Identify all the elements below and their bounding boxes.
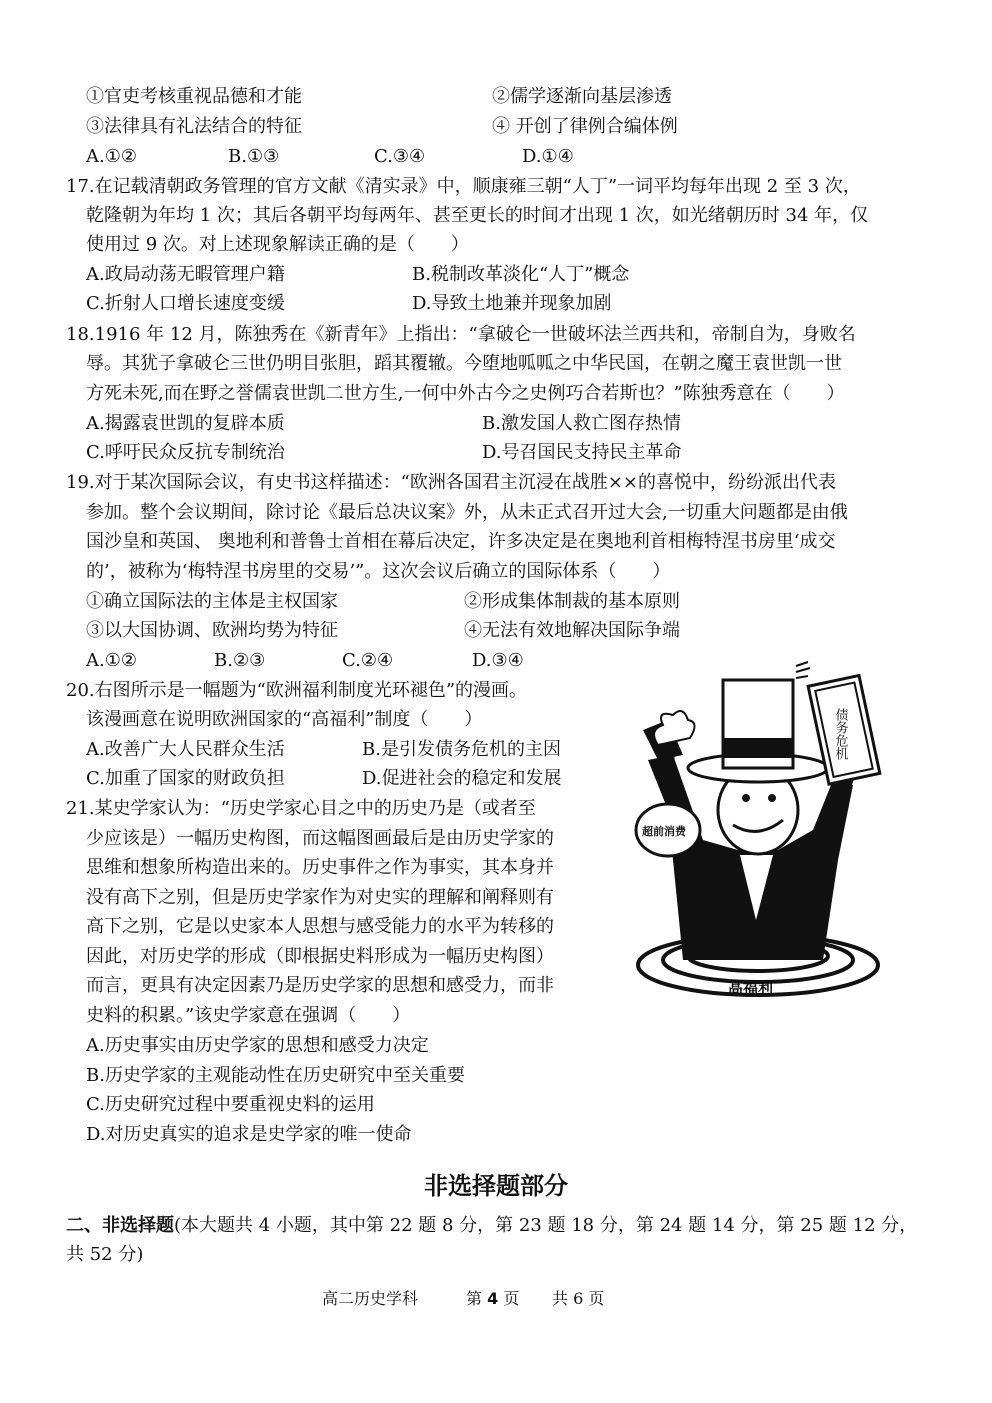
footer-page-prefix: 第 [466, 1289, 483, 1308]
q21-line-1: 21.某史学家认为：“历史学家心目之中的历史乃是（或者至 [66, 798, 536, 819]
q17-line-3: 使用过 9 次。对上述现象解读正确的是（ ） [86, 234, 469, 255]
footer-total: 共 6 页 [552, 1289, 605, 1308]
q17-line-2: 乾隆朝为年均 1 次；其后各朝平均每两年、甚至更长的时间才出现 1 次，如光绪朝历时 34 年，仅 [86, 205, 869, 226]
q18-line-2: 辱。其犹子拿破仑三世仍明目张胆，蹈其覆辙。今堕地呱呱之中华民国，在朝之魔王袁世凯一世 [86, 353, 842, 374]
q19-line-3: 国沙皇和英国、 奥地利和普鲁士首相在幕后决定，许多决定是在奥地利首相梅特涅书房里‘成交 [86, 531, 836, 552]
q16-item-2: ②儒学逐渐向基层渗透 [492, 86, 672, 107]
q19-item-1: ①确立国际法的主体是主权国家 [86, 591, 338, 612]
q18-choice-b: B.激发国人救亡图存热情 [482, 413, 681, 434]
q20-line-1: 20.右图所示是一幅题为“欧洲福利制度光环褪色”的漫画。 [66, 680, 528, 701]
q21-line-5: 高下之别，它是以史家本人思想与感受能力的水平为转移的 [86, 916, 554, 937]
footer-page [466, 1289, 519, 1309]
q19-choice-a: A.①② [86, 650, 137, 671]
q20-choice-d: D.促进社会的稳定和发展 [362, 768, 562, 789]
q19-choice-b: B.②③ [214, 650, 266, 671]
q21-line-2: 少应该是）一幅历史构图，而这幅图画最后是由历史学家的 [86, 828, 554, 849]
footer-subject: 高二历史学科 [322, 1289, 419, 1308]
cartoon-book-label: 债务危机 [832, 708, 848, 760]
q21-line-4: 没有高下之别，但是历史学家作为对史实的理解和阐释则有 [86, 887, 554, 908]
q19-line-2: 参加。整个会议期间，除讨论《最后总决议案》外，从未正式召开过大会,一切重大问题都是由俄 [86, 502, 848, 523]
q19-line-4: 的’，被称为‘梅特涅书房里的交易’”。这次会议后确立的国际体系（ ） [86, 561, 671, 582]
q17-choice-b: B.税制改革淡化“人丁”概念 [412, 264, 630, 285]
q18-choice-c: C.呼吁民众反抗专制统治 [86, 442, 285, 463]
q21-choice-d: D.对历史真实的追求是史学家的唯一使命 [86, 1124, 412, 1145]
footer-page-suffix: 页 [503, 1289, 520, 1308]
q18-choice-d: D.号召国民支持民主革命 [482, 442, 682, 463]
cartoon-bag-label: 超前消费 [642, 825, 686, 838]
q16-choice-a: A.①② [86, 146, 137, 167]
q20-choice-a: A.改善广大人民群众生活 [86, 739, 285, 760]
cartoon-illustration [628, 660, 886, 1005]
q21-line-7: 而言，更具有决定因素乃是历史学家的思想和感受力，而非 [86, 975, 554, 996]
q20-choice-b: B.是引发债务危机的主因 [362, 739, 561, 760]
q21-choice-a: A.历史事实由历史学家的思想和感受力决定 [86, 1035, 429, 1056]
section-heading-bold: 二、非选择题 [66, 1215, 174, 1236]
q16-choice-c: C.③④ [374, 146, 426, 167]
q17-choice-d: D.导致土地兼并现象加剧 [412, 293, 612, 314]
cartoon-ground-label: 高福利 [728, 979, 774, 997]
q17-line-1: 17.在记载清朝政务管理的官方文献《清实录》中，顺康雍三朝“人丁”一词平均每年出现 2 至 3 次， [66, 176, 861, 197]
q21-choice-b: B.历史学家的主观能动性在历史研究中至关重要 [86, 1065, 465, 1086]
q19-choice-c: C.②④ [342, 650, 394, 671]
q19-item-4: ④无法有效地解决国际争端 [464, 620, 680, 641]
q18-choice-a: A.揭露袁世凯的复辟本质 [86, 413, 285, 434]
q16-choice-d: D.①④ [522, 146, 574, 167]
q17-choice-c: C.折射人口增长速度变缓 [86, 293, 285, 314]
q19-item-2: ②形成集体制裁的基本原则 [464, 591, 680, 612]
q21-line-3: 思维和想象所构造出来的。历史事件之作为事实，其本身并 [86, 857, 554, 878]
footer-page-num: 4 [487, 1289, 499, 1308]
section-heading [66, 1215, 917, 1237]
q19-item-3: ③以大国协调、欧洲均势为特征 [86, 620, 338, 641]
q21-choice-c: C.历史研究过程中要重视史料的运用 [86, 1094, 375, 1115]
q20-choice-c: C.加重了国家的财政负担 [86, 768, 285, 789]
q20-line-2: 该漫画意在说明欧洲国家的“高福利”制度（ ） [86, 709, 483, 730]
q19-choice-d: D.③④ [472, 650, 524, 671]
q16-item-1: ①官吏考核重视品德和才能 [86, 86, 302, 107]
q18-line-1: 18.1916 年 12 月，陈独秀在《新青年》上指出：“拿破仑一世破坏法兰西共和，帝制自为，身败名 [66, 324, 856, 345]
q19-line-1: 19.对于某次国际会议，有史书这样描述：“欧洲各国君主沉浸在战胜××的喜悦中，纷纷派出代表 [66, 472, 836, 493]
q16-choice-b: B.①③ [228, 146, 280, 167]
q16-item-3: ③法律具有礼法结合的特征 [86, 116, 302, 137]
q21-line-6: 因此，对历史学的形成（即根据史料形成为一幅历史构图） [86, 946, 554, 967]
section-heading-line2: 共 52 分) [66, 1244, 144, 1265]
q16-item-4: ④ 开创了律例合编体例 [492, 116, 678, 137]
section-heading-rest: (本大题共 4 小题，其中第 22 题 8 分，第 23 题 18 分，第 24 题 14 分，第 25 题 12 分， [174, 1215, 918, 1236]
q18-line-3: 方死未死,而在野之誉儒袁世凯二世方生,一何中外古今之史例巧合若斯也？”陈独秀意在（ ） [86, 383, 845, 404]
q21-line-8: 史料的积累。”该史学家意在强调（ ） [86, 1005, 411, 1026]
section-title: 非选择题部分 [424, 1172, 568, 1200]
q17-choice-a: A.政局动荡无暇管理户籍 [86, 264, 285, 285]
